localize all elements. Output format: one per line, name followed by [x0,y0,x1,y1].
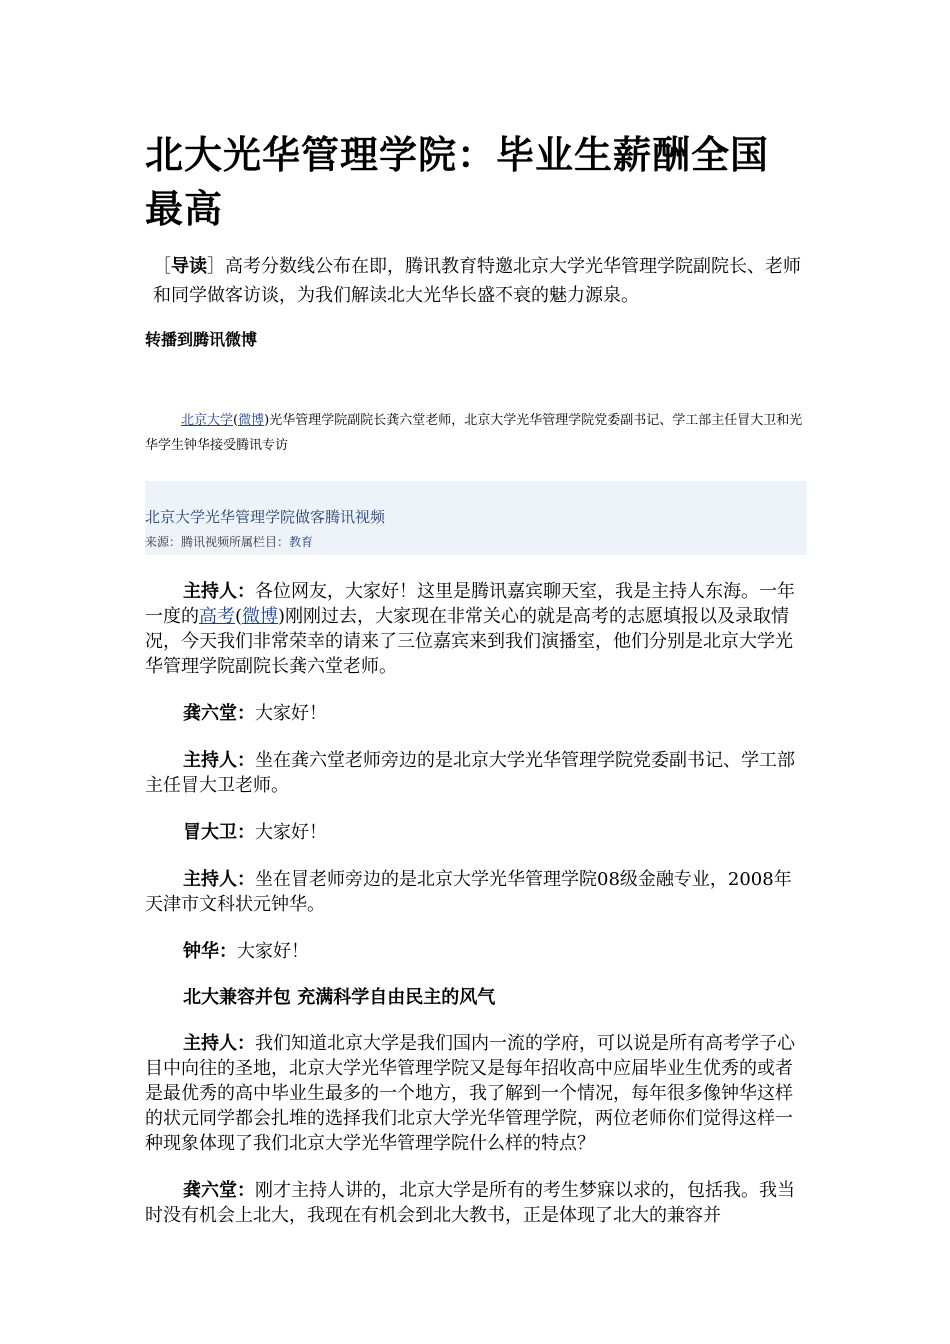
paragraph-text: 刚才主持人讲的，北京大学是所有的考生梦寐以求的，包括我。我当时没有机会上北大，我现在有机会到北大教书，正是体现了北大的兼容并 [145,1180,795,1226]
repost-to-weibo-link[interactable]: 转播到腾讯微博 [145,330,258,349]
paragraph [145,820,807,845]
video-source [145,533,313,551]
video-category-link[interactable]: 教育 [289,535,314,549]
paren-close: ) [278,606,286,627]
video-source-label: 来源：腾讯视频所属栏目： [145,535,290,549]
lead-text: 高考分数线公布在即，腾讯教育特邀北京大学光华管理学院副院长、老师和同学做客访谈，为我们解读北大光华长盛不衰的魅力源泉。 [153,256,801,306]
speaker-label: 主持人： [183,581,255,602]
paragraph [145,748,807,798]
video-title-link[interactable]: 北京大学光华管理学院做客腾讯视频 [145,508,386,526]
article-lead [145,252,807,310]
speaker-label: 钟华： [183,941,237,962]
paren-open: ( [235,606,243,627]
paragraph-text: 我们知道北京大学是我们国内一流的学府，可以说是所有高考学子心目中向往的圣地，北京大学光华管理学院又是每年招收高中应届毕业生优秀的或者是最优秀的高中毕业生最多的一个地方，我了解到一个情况，每年很多像钟华这样的状元同学都会扎堆的选择我们北京大学光华管理学院，两位老师你们觉得这样一种现象体现了我们北京大学光华管理学院什么样的特点？ [145,1033,795,1154]
speaker-label: 冒大卫： [183,822,255,843]
article-content [145,128,807,1228]
weibo-link[interactable]: 微博 [242,606,279,627]
paragraph-text: 大家好！ [237,941,309,962]
paragraph-text: 各位网友，大家好！这里是腾讯嘉宾聊天室，我是主持人东海。一年一度的 [145,581,795,627]
video-box [145,481,807,555]
section-subheading: 北大兼容并包 充满科学自由民主的风气 [183,987,496,1008]
lead-label: 导读 [171,256,207,277]
caption-link-pku[interactable]: 北京大学 [181,413,234,428]
speaker-label: 主持人： [183,1033,255,1054]
paragraph [145,701,807,726]
caption-link-weibo[interactable]: 微博 [238,413,265,428]
paragraph-text: 坐在龚六堂老师旁边的是北京大学光华管理学院党委副书记、学工部主任冒大卫老师。 [145,750,795,796]
paragraph [145,1031,807,1156]
speaker-label: 龚六堂： [183,1180,255,1201]
paragraph [145,867,807,917]
lead-bracket-open: ［ [153,256,171,277]
photo-caption [145,408,807,458]
article-title: 北大光华管理学院：毕业生薪酬全国最高 [145,133,770,231]
paragraph-text: 大家好！ [255,703,327,724]
paragraph-text: 大家好！ [255,822,327,843]
caption-paren-close: ) [264,413,270,428]
lead-bracket-close: ］ [207,256,225,277]
caption-text: 光华管理学院副院长龚六堂老师，北京大学光华管理学院党委副书记、学工部主任冒大卫和光华学生钟华接受腾讯专访 [145,413,803,453]
paragraph [145,579,807,679]
paragraph-text: 刚刚过去，大家现在非常关心的就是高考的志愿填报以及录取情况，今天我们非常荣幸的请来了三位嘉宾来到我们演播室，他们分别是北京大学光华管理学院副院长龚六堂老师。 [145,606,793,677]
paragraph [145,939,807,964]
speaker-label: 主持人： [183,750,255,771]
speaker-label: 龚六堂： [183,703,255,724]
paragraph-text: 坐在冒老师旁边的是北京大学光华管理学院08级金融专业，2008年天津市文科状元钟华。 [145,869,792,915]
gaokao-link[interactable]: 高考 [199,606,235,627]
paragraph [145,1178,807,1228]
caption-paren-open: ( [233,413,239,428]
speaker-label: 主持人： [183,869,255,890]
